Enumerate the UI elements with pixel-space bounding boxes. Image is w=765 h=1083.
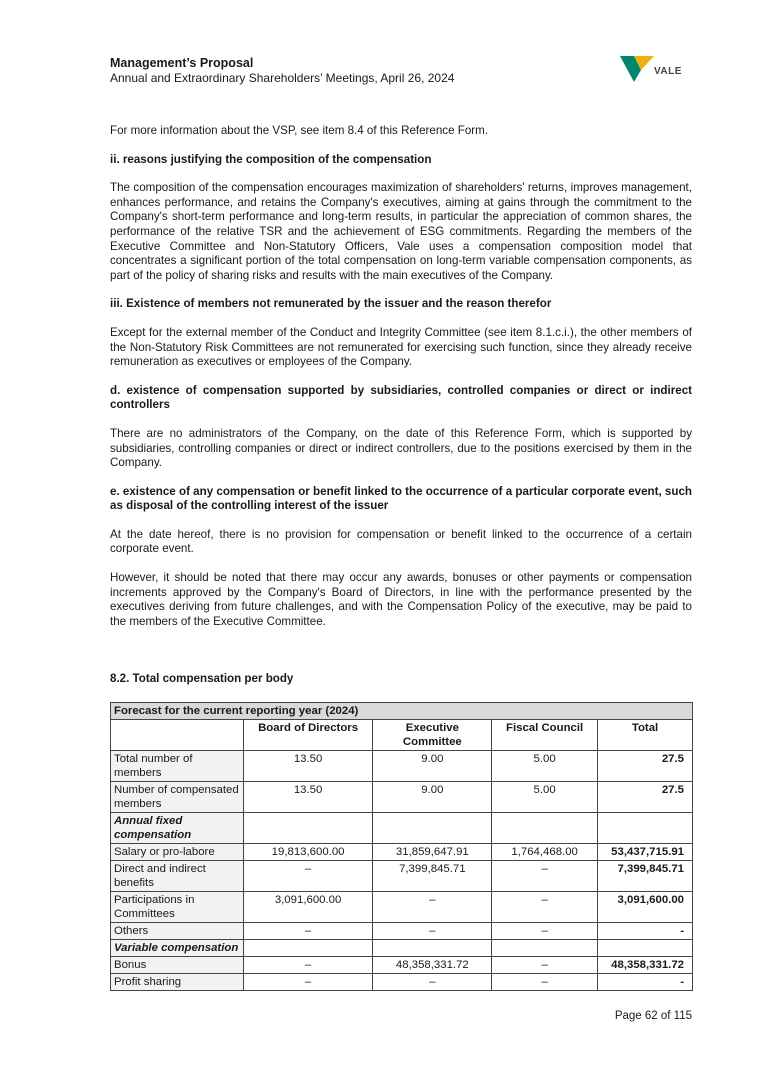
document-title: Management’s Proposal [110,56,254,70]
cell-board: 13.50 [243,751,373,782]
cell-total: 7,399,845.71 [598,861,693,892]
cell-fiscal [492,940,598,957]
cell-total: 3,091,600.00 [598,892,693,923]
table-row [111,782,693,813]
cell-total: 27.5 [598,751,693,782]
table-row [111,892,693,923]
column-header-fiscal: Fiscal Council [492,720,598,751]
cell-fiscal: – [492,861,598,892]
row-label: Participations in Committees [111,892,244,923]
cell-executive [373,940,492,957]
table-header-row [111,720,693,751]
cell-fiscal: 1,764,468.00 [492,844,598,861]
cell-board: 13.50 [243,782,373,813]
column-header-executive: Executive Committee [373,720,492,751]
paragraph-d: There are no administrators of the Company, on the date of this Reference Form, which is supported by subsidiaries, controlling companies or direct or indirect controllers, due to the positions exercised by them in the Company. [110,426,692,470]
cell-fiscal [492,813,598,844]
cell-board: 19,813,600.00 [243,844,373,861]
cell-total: 53,437,715.91 [598,844,693,861]
row-label: Salary or pro-labore [111,844,244,861]
cell-fiscal: – [492,974,598,991]
column-header-board: Board of Directors [243,720,373,751]
row-label: Number of compensated members [111,782,244,813]
column-header-total: Total [598,720,693,751]
cell-executive: 48,358,331.72 [373,957,492,974]
table-row [111,844,693,861]
logo-text: VALE [654,66,682,77]
cell-total: 48,358,331.72 [598,957,693,974]
paragraph-ii: The composition of the compensation encourages maximization of shareholders' returns, improves management, enhances performance, and retains the Company's executives, aiming at gains through the commitment to the Company's short-term performance and long-term results, in particular the appreciation of common shares, the performance of the relative TSR and the achievement of ESG commitments. Regarding the members of the Executive Committee and Non-Statutory Officers, Vale uses a compensation composition model that concentrates a significant portion of the total compensation on long-term variable compensation components, as part of the policy of sharing risks and results with the main executives of the Company. [110,181,692,282]
cell-executive: 31,859,647.91 [373,844,492,861]
cell-executive: 7,399,845.71 [373,861,492,892]
table-row [111,861,693,892]
cell-board: 3,091,600.00 [243,892,373,923]
cell-board: – [243,974,373,991]
cell-total [598,940,693,957]
cell-executive: – [373,923,492,940]
heading-ii: ii. reasons justifying the composition of the compensation [110,152,432,166]
row-label: Annual fixed compensation [111,813,244,844]
cell-total [598,813,693,844]
row-label: Total number of members [111,751,244,782]
row-label: Others [111,923,244,940]
cell-fiscal: – [492,923,598,940]
cell-board: – [243,861,373,892]
table-row [111,923,693,940]
page-header [110,56,670,85]
table-row [111,751,693,782]
cell-total: 27.5 [598,782,693,813]
column-header-empty [111,720,244,751]
row-label: Variable compensation [111,940,244,957]
cell-total: - [598,974,693,991]
row-label: Profit sharing [111,974,244,991]
cell-executive: 9.00 [373,751,492,782]
document-subtitle: Annual and Extraordinary Shareholders’ Meetings, April 26, 2024 [110,71,455,85]
table-row [111,940,693,957]
section-title: 8.2. Total compensation per body [110,672,294,685]
cell-executive: – [373,892,492,923]
table-row [111,957,693,974]
cell-fiscal: – [492,957,598,974]
paragraph-e1: At the date hereof, there is no provision for compensation or benefit linked to the occurrence of a certain corporate event. [110,527,692,556]
heading-d: d. existence of compensation supported by subsidiaries, controlled companies or direct or indirect controllers [110,383,692,412]
cell-fiscal: 5.00 [492,751,598,782]
paragraph-vsp: For more information about the VSP, see item 8.4 of this Reference Form. [110,124,489,137]
cell-board: – [243,923,373,940]
cell-executive [373,813,492,844]
body-text [110,124,692,643]
heading-e: e. existence of any compensation or benefit linked to the occurrence of a particular corporate event, such as disposal of the controlling interest of the issuer [110,484,692,513]
row-label: Bonus [111,957,244,974]
heading-iii: iii. Existence of members not remunerated by the issuer and the reason therefor [110,297,552,311]
cell-fiscal: 5.00 [492,782,598,813]
paragraph-e2: However, it should be noted that there may occur any awards, bonuses or other payments or compensation increments approved by the Company's Board of Directors, in line with the performance presented by the executives deriving from future challenges, and with the Compensation Policy of the executive, may be paid to the members of the Executive Committee. [110,571,692,628]
cell-executive: – [373,974,492,991]
cell-board [243,813,373,844]
table-row [111,813,693,844]
table-row [111,974,693,991]
cell-board: – [243,957,373,974]
cell-executive: 9.00 [373,782,492,813]
cell-total: - [598,923,693,940]
row-label: Direct and indirect benefits [111,861,244,892]
page-number: Page 62 of 115 [614,1010,692,1022]
compensation-table [110,702,693,991]
paragraph-iii: Except for the external member of the Conduct and Integrity Committee (see item 8.1.c.i.), the other members of the Non-Statutory Risk Committees are not remunerated for exercising such function, since they already receive remuneration as executives or employees of the Company. [110,325,692,369]
cell-board [243,940,373,957]
cell-fiscal: – [492,892,598,923]
table-caption: Forecast for the current reporting year (2024) [111,703,693,720]
table-caption-row [111,703,693,720]
